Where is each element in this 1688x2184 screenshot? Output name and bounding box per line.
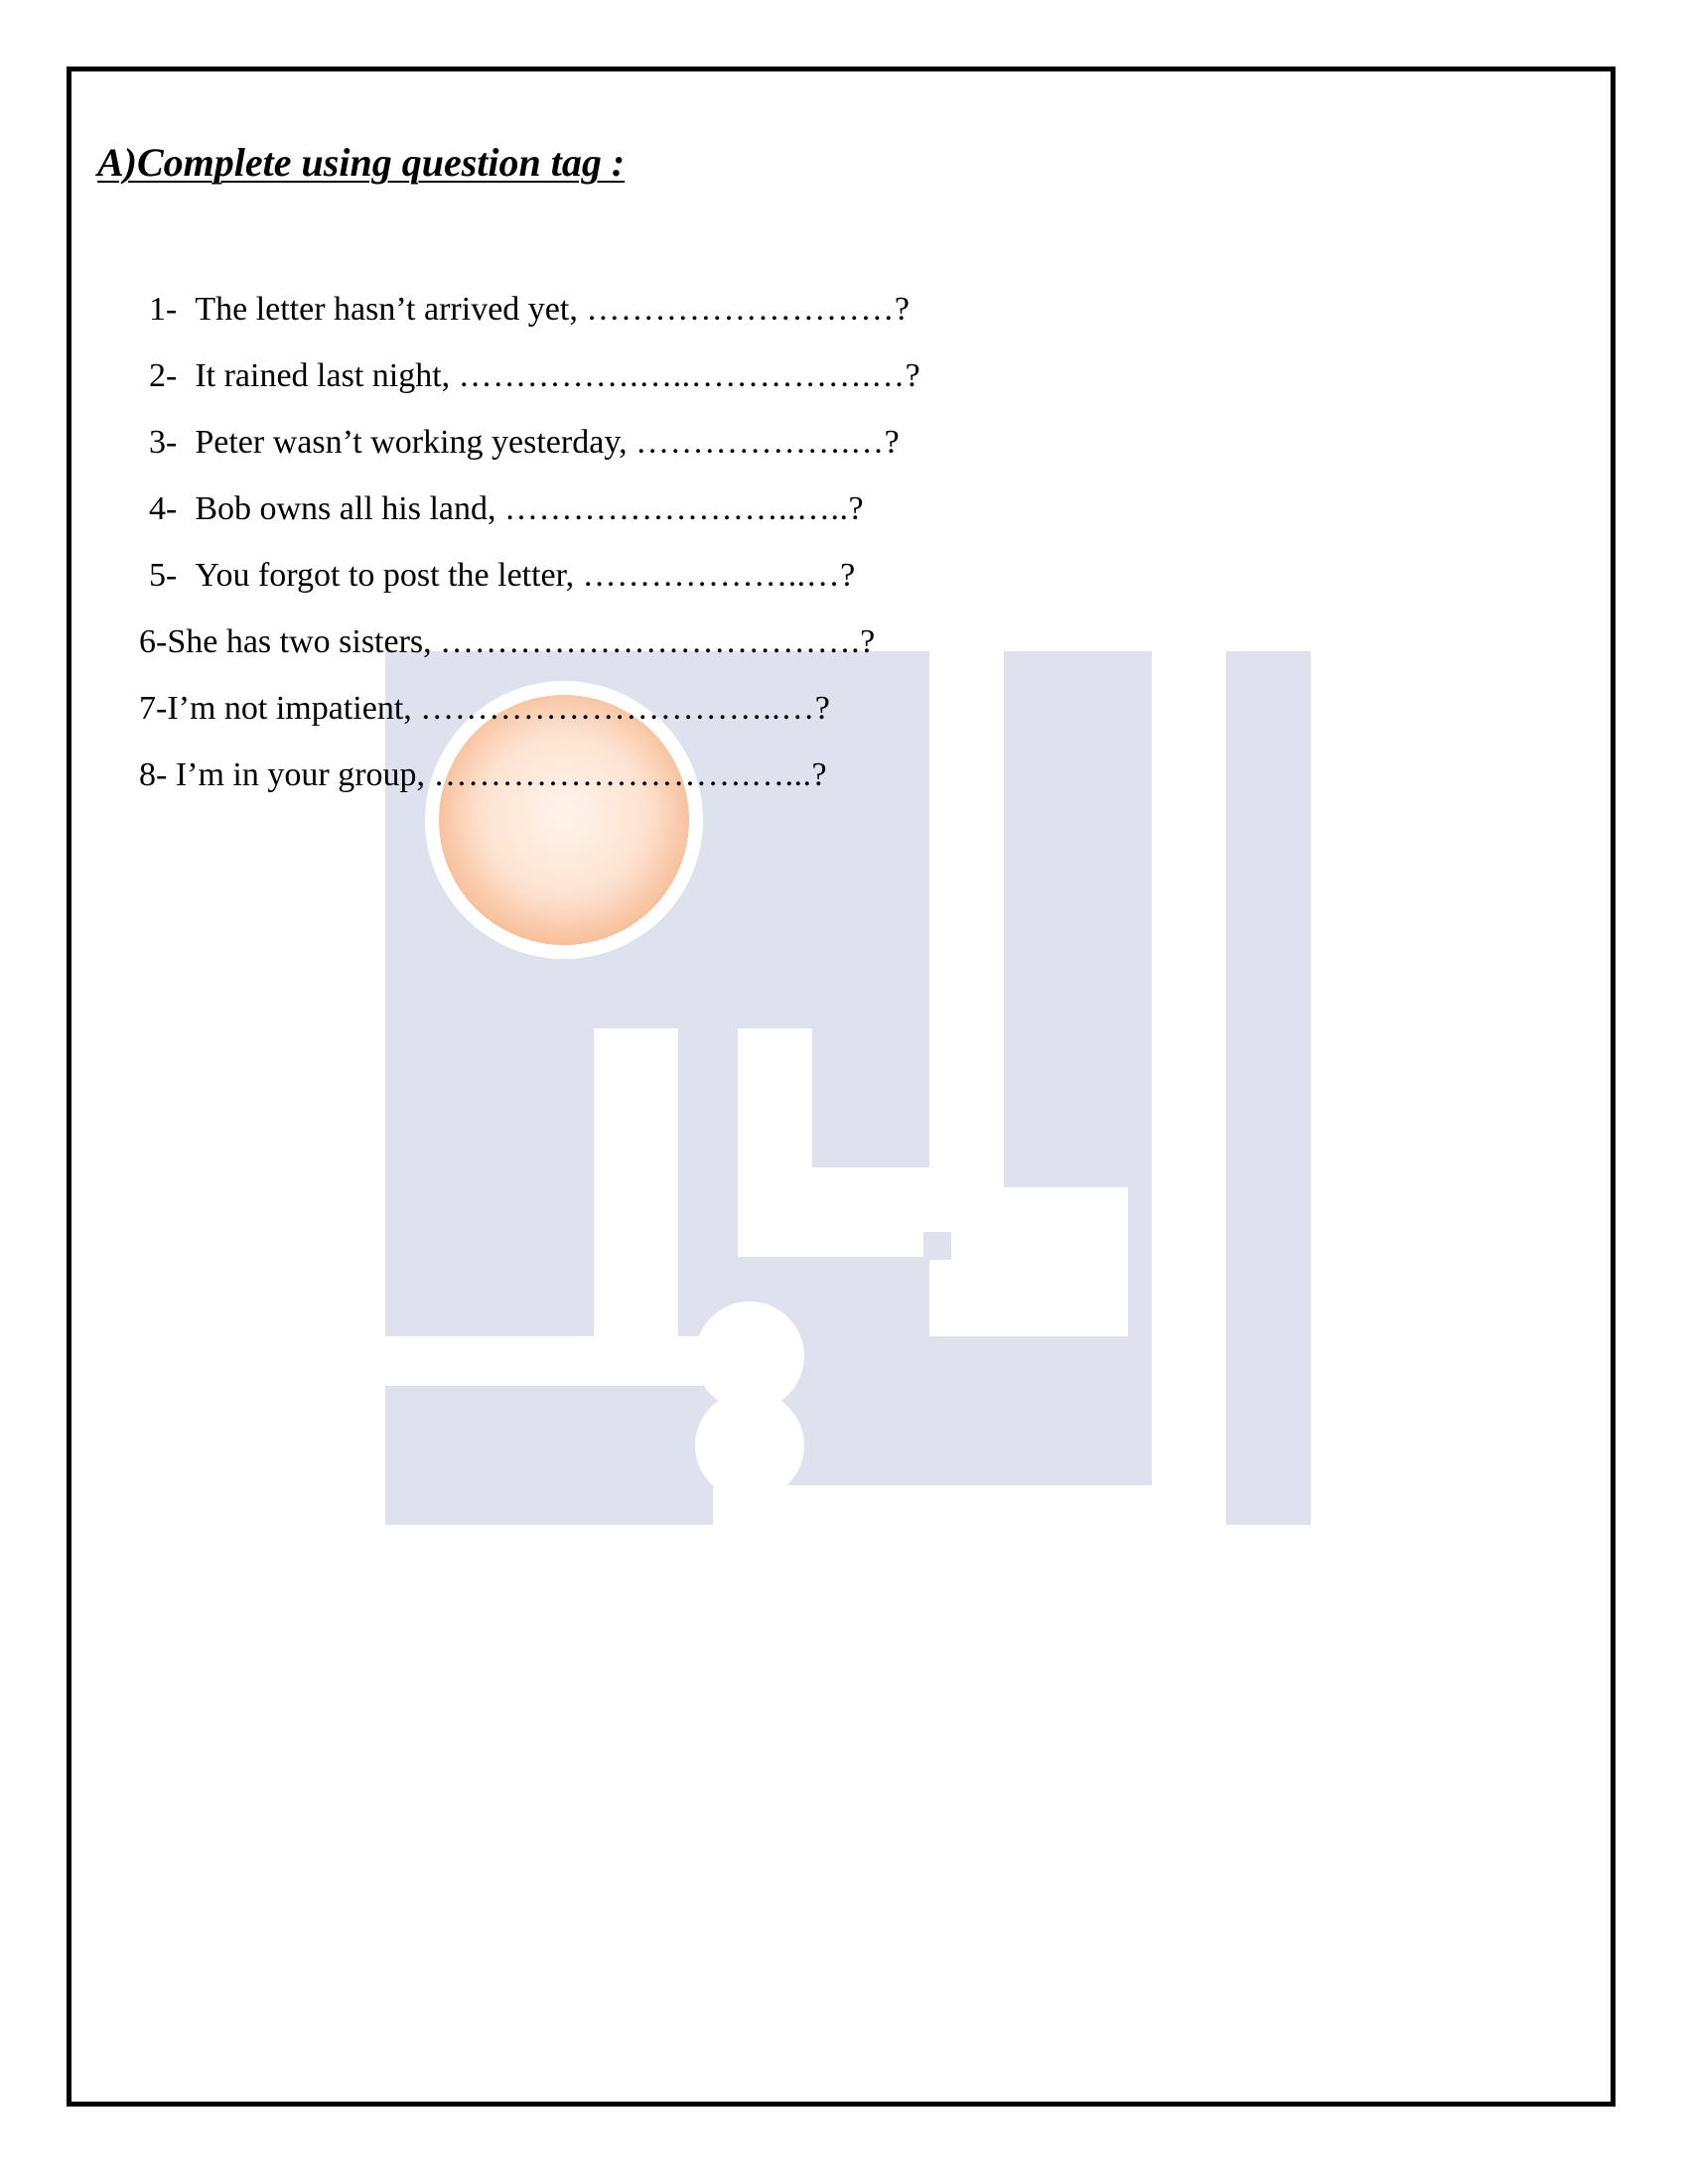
item-number: 2-: [149, 357, 178, 394]
item-number: 3-: [149, 424, 178, 461]
item-sentence: You forgot to post the letter,: [195, 557, 575, 594]
item-sentence: She has two sisters,: [167, 623, 432, 660]
exercise-item: [139, 622, 876, 662]
item-sentence: Peter wasn’t working yesterday,: [195, 424, 628, 461]
answer-blank[interactable]: …………………………..…?: [420, 690, 831, 727]
exercise-item: [149, 423, 900, 463]
exercise-item: [139, 755, 827, 795]
item-number: 1-: [149, 291, 178, 328]
exercise-item: [149, 556, 856, 596]
answer-blank[interactable]: ……………………….…...?: [433, 756, 828, 793]
item-number: 5-: [149, 557, 178, 594]
answer-blank[interactable]: ………………………?: [586, 291, 911, 328]
page-title: A)Complete using question tag :: [97, 140, 626, 185]
item-number: 6-: [139, 623, 168, 660]
answer-blank[interactable]: ……………………………….?: [440, 623, 876, 660]
item-number: 4-: [149, 490, 178, 527]
item-sentence: I’m in your group,: [175, 756, 426, 793]
answer-blank[interactable]: …………….…..…………….…?: [458, 357, 921, 394]
answer-blank[interactable]: ……………………..…..?: [504, 490, 865, 527]
item-sentence: Bob owns all his land,: [195, 490, 496, 527]
exercise-item: [149, 356, 920, 396]
item-number: 7-: [139, 690, 168, 727]
item-sentence: The letter hasn’t arrived yet,: [195, 291, 578, 328]
answer-blank[interactable]: ………………..…?: [582, 557, 856, 594]
exercise-item: [149, 290, 910, 330]
item-sentence: It rained last night,: [195, 357, 451, 394]
exercise-item: [149, 489, 864, 529]
exercise-item: [139, 689, 830, 729]
item-number: 8-: [139, 756, 168, 793]
answer-blank[interactable]: ……………….…?: [635, 424, 901, 461]
item-sentence: I’m not impatient,: [167, 690, 412, 727]
